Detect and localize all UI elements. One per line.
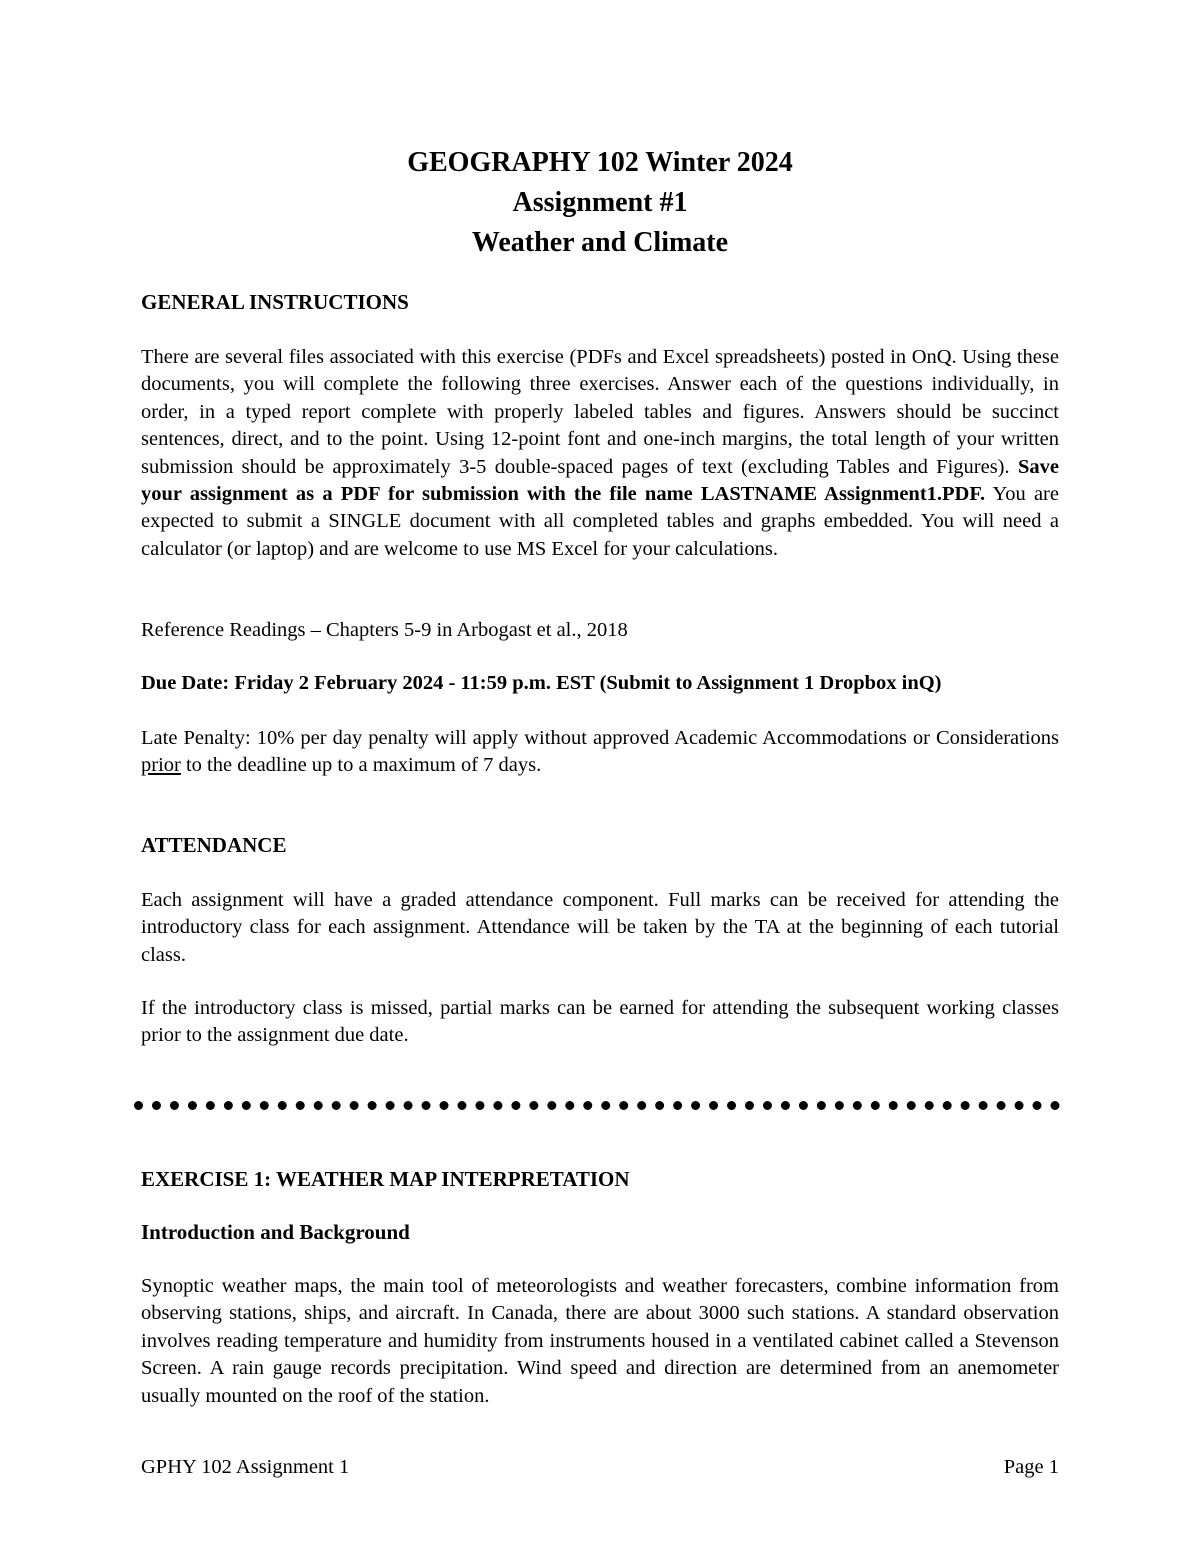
attendance-paragraph-1: Each assignment will have a graded attendance component. Full marks can be received for attending the introductory class for each assignment. Attendance will be taken by the TA at the beginning of each tutorial class.: [141, 889, 1059, 966]
exercise-1-paragraph: Synoptic weather maps, the main tool of meteorologists and weather forecasters, combine information from observing stations, ships, and aircraft. In Canada, there are about 3000 such stations. A standard observation involves reading temperature and humidity from instruments housed in a ventilated cabinet called a Stevenson Screen. A rain gauge records precipitation. Wind speed and direction are determined from an anemometer usually mounted on the roof of the station.: [141, 1275, 1059, 1407]
late-text-2: to the deadline up to a maximum of 7 days.: [180, 754, 542, 777]
title-assignment: Assignment #1: [512, 187, 688, 218]
page-footer: [141, 1456, 1059, 1479]
section-divider: [134, 1101, 1060, 1110]
attendance-paragraph-2: If the introductory class is missed, partial marks can be earned for attending the subsequent working classes prior to the assignment due date.: [141, 997, 1059, 1047]
general-text-2: You are expected to submit a SINGLE document with all completed tables and graphs embedded. You will need a calculator (or laptop) and are welcome to use MS Excel for your calculations.: [141, 483, 1059, 560]
late-text-1: Late Penalty: 10% per day penalty will apply without approved Academic Accommodations or Considerations: [141, 727, 1059, 749]
due-date: Due Date: Friday 2 February 2024 - 11:59 p.m. EST (Submit to Assignment 1 Dropbox inQ): [141, 672, 942, 694]
attendance-heading: ATTENDANCE: [141, 833, 287, 857]
late-underlined: prior: [141, 754, 181, 777]
general-instructions-heading: GENERAL INSTRUCTIONS: [141, 290, 409, 314]
exercise-1-subheading: Introduction and Background: [141, 1220, 410, 1244]
reference-readings: Reference Readings – Chapters 5-9 in Arbogast et al., 2018: [141, 619, 628, 641]
exercise-1-heading: EXERCISE 1: WEATHER MAP INTERPRETATION: [141, 1167, 630, 1191]
late-penalty: [141, 725, 1059, 780]
footer-page-number: Page 1: [1003, 1456, 1059, 1478]
title-topic: Weather and Climate: [471, 227, 729, 258]
document-title: [0, 143, 1200, 263]
general-instructions-paragraph: [141, 344, 1059, 563]
footer-left: GPHY 102 Assignment 1: [141, 1456, 350, 1478]
general-text-bold: Save your assignment as a PDF for submission with the file name LASTNAME Assignment1.PDF.: [141, 455, 1059, 506]
general-text-1: There are several files associated with this exercise (PDFs and Excel spreadsheets) posted in OnQ. Using these documents, you will complete the following three exercises. Answer each of the questions individually, in order, in a typed report complete with properly labeled tables and figures. Answers should be succinct sentences, direct, and to the point. Using 12-point font and one-inch margins, the total length of your written submission should be approximately 3-5 double-spaced pages of text (excluding Tables and Figures).: [141, 346, 1059, 478]
title-course: GEOGRAPHY 102 Winter 2024: [407, 147, 793, 178]
